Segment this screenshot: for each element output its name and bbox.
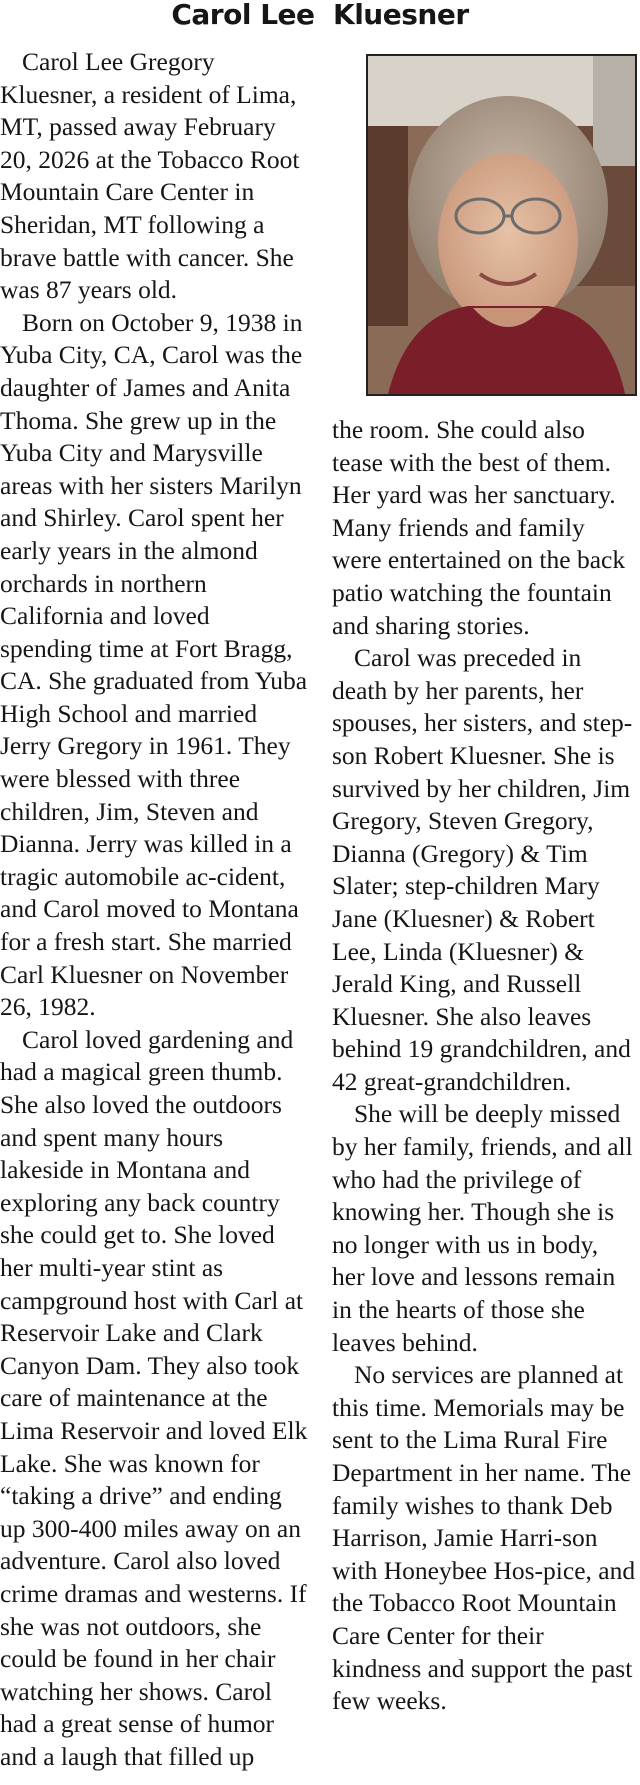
portrait-photo [366,54,637,396]
paragraph-services: No services are planned at this time. Memorials may be sent to the Lima Rural Fire Department in her name. The family wishes to thank Deb Harrison, Jamie Harri-son with Honeybee Hos-pice, and the Tobacco Root Mountain Care Center for their kindness and support the past few weeks. [332,1360,636,1716]
obituary-title: Carol Lee Kluesner [171,0,469,31]
right-column [332,414,636,1718]
paragraph-intro: Carol Lee Gregory Kluesner, a resident of Lima, MT, passed away February 20, 2026 at the Tobacco Root Mountain Care Center in Sheridan, MT following a brave battle with cancer. She was 87 years old. [0,47,300,305]
paragraph-early-life: Born on October 9, 1938 in Yuba City, CA, Carol was the daughter of James and Anita Thoma. She grew up in the Yuba City and Marysville areas with her sisters Marilyn and Shirley. Carol spent her early years in the almond orchards in northern California and loved spending time at Fort Bragg, CA. She graduated from Yuba High School and married Jerry Gregory in 1961. They were blessed with three children, Jim, Steven and Dianna. Jerry was killed in a tragic automobile ac-cident, and Carol moved to Montana for a fresh start. She married Carl Kluesner on November 26, 1982. [0,307,308,1022]
paragraph-hobbies: Carol loved gardening and had a magical green thumb. She also loved the outdoors and spent many hours lakeside in Montana and exploring any back country she could get to. She loved her multi-year stint as campground host with Carl at Reservoir Lake and Clark Canyon Dam. They also took care of maintenance at the Lima Reservoir and loved Elk Lake. She was known for “taking a drive” and ending up 300-400 miles away on an adventure. Carol also loved crime dramas and westerns. If she was not outdoors, she could be found in her chair watching her shows. Carol had a great sense of humor and a laugh that filled up [0,1024,308,1771]
paragraph-remembrance: She will be deeply missed by her family, friends, and all who had the privilege of knowing her. Though she is no longer with us in body, her love and lessons remain in the hearts of those she leaves behind. [332,1099,633,1357]
portrait-illustration [368,56,635,394]
paragraph-family: Carol was preceded in death by her parents, her spouses, her sisters, and step-son Robert Kluesner. She is survived by her children, Jim Gregory, Steven Gregory, Dianna (Gregory) & Tim Slater; step-children Mary Jane (Kluesner) & Robert Lee, Linda (Kluesner) & Jerald King, and Russell Kluesner. She also leaves behind 19 grandchildren, and 42 great-grandchildren. [332,643,633,1096]
left-column [0,46,308,1773]
paragraph-hobbies-continued: the room. She could also tease with the best of them. Her yard was her sanctuary. Many friends and family were entertained on the back patio watching the fountain and sharing stories. [332,415,626,640]
